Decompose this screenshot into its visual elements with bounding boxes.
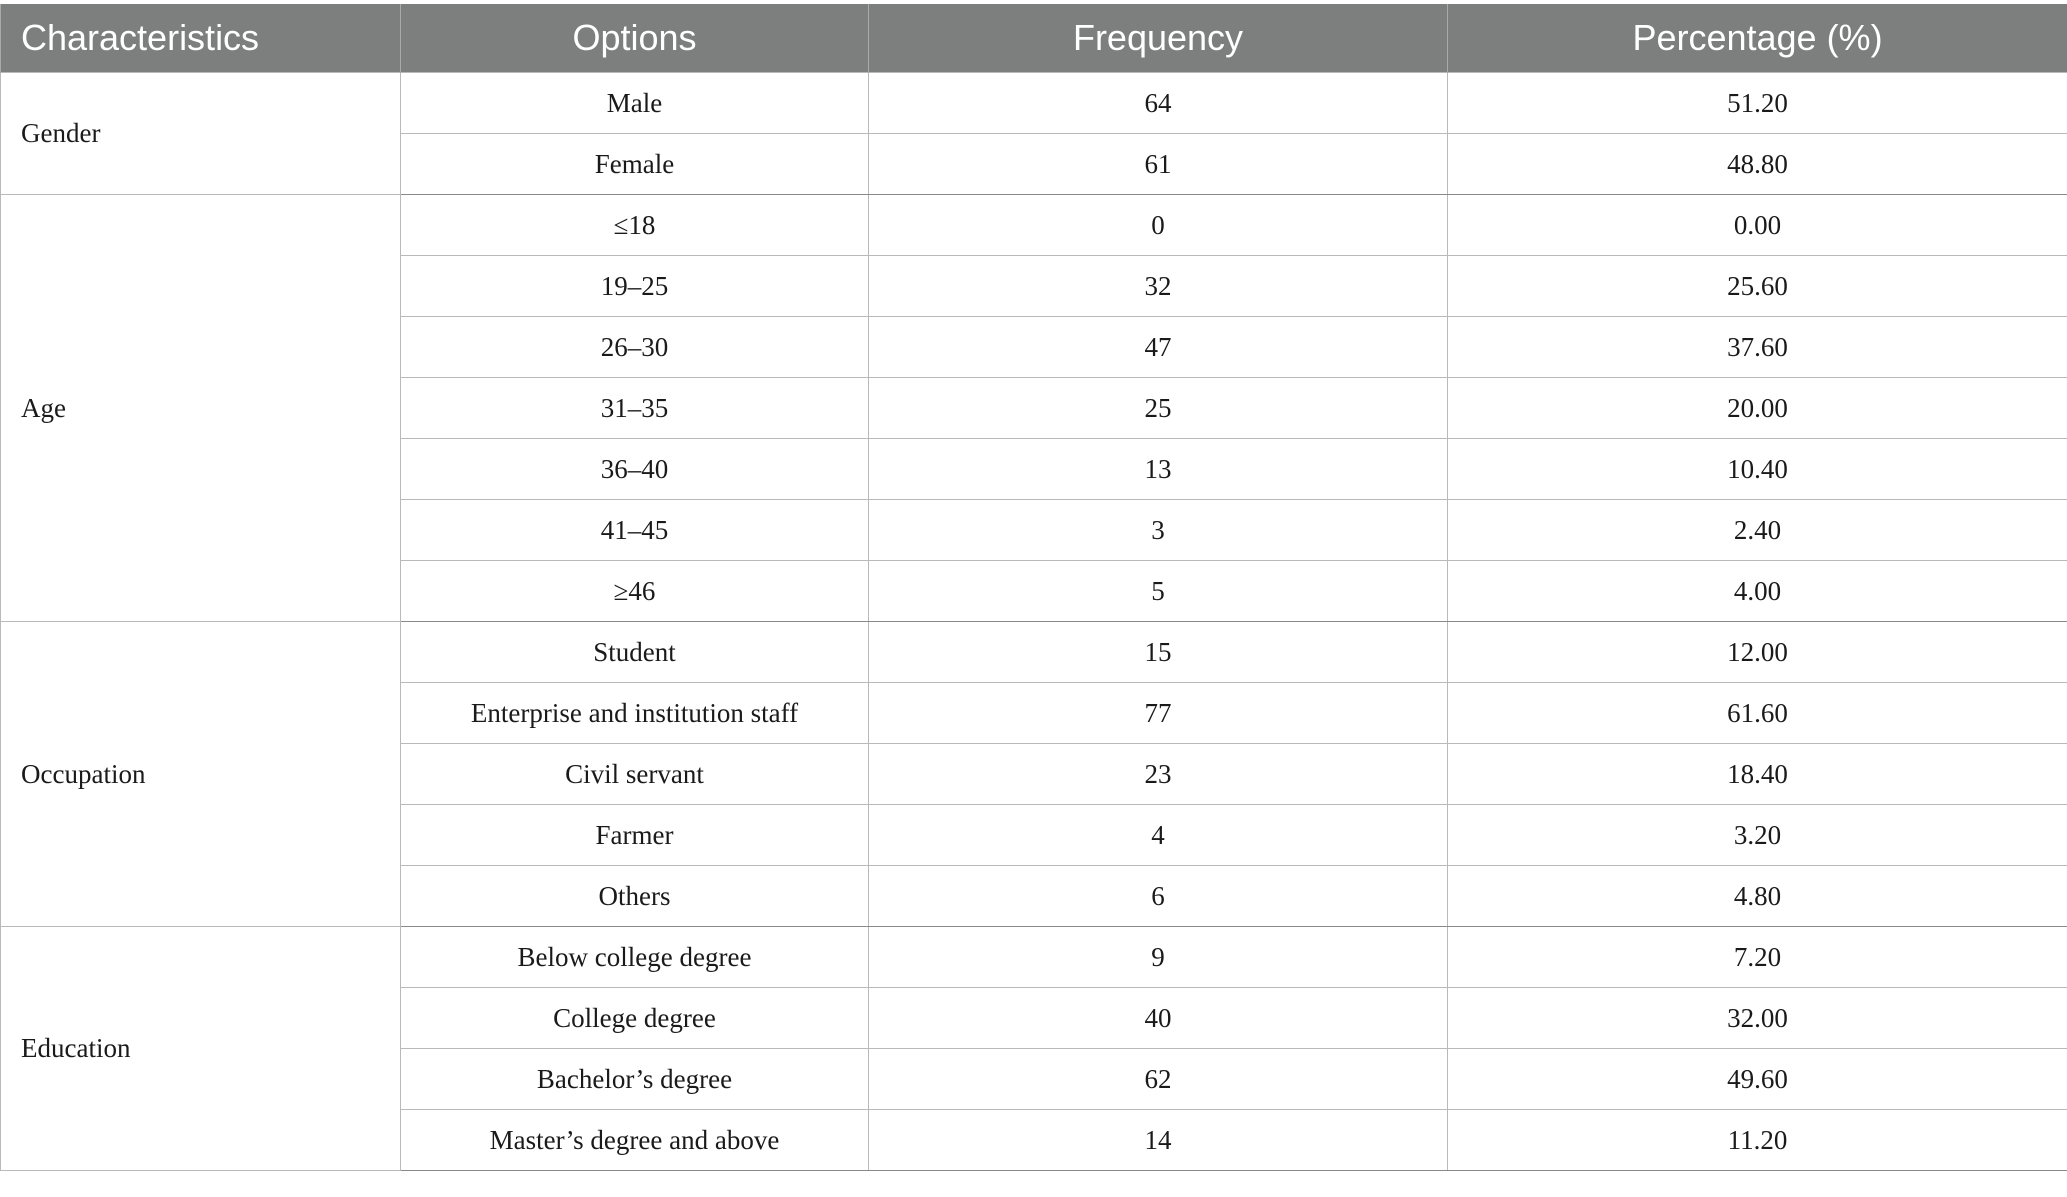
demographics-table xyxy=(0,4,2067,1171)
option-cell: Male xyxy=(401,73,869,134)
header-options: Options xyxy=(401,4,869,73)
table-row xyxy=(1,927,2067,988)
option-cell: 41–45 xyxy=(401,500,869,561)
frequency-cell: 40 xyxy=(869,988,1448,1049)
percentage-cell: 48.80 xyxy=(1448,134,2067,195)
option-cell: Student xyxy=(401,622,869,683)
frequency-cell: 32 xyxy=(869,256,1448,317)
option-cell: 26–30 xyxy=(401,317,869,378)
percentage-cell: 2.40 xyxy=(1448,500,2067,561)
frequency-cell: 23 xyxy=(869,744,1448,805)
frequency-cell: 14 xyxy=(869,1110,1448,1171)
frequency-cell: 15 xyxy=(869,622,1448,683)
option-cell: Civil servant xyxy=(401,744,869,805)
percentage-cell: 49.60 xyxy=(1448,1049,2067,1110)
table-body xyxy=(1,73,2067,1171)
percentage-cell: 51.20 xyxy=(1448,73,2067,134)
percentage-cell: 3.20 xyxy=(1448,805,2067,866)
percentage-cell: 25.60 xyxy=(1448,256,2067,317)
option-cell: Enterprise and institution staff xyxy=(401,683,869,744)
frequency-cell: 13 xyxy=(869,439,1448,500)
frequency-cell: 5 xyxy=(869,561,1448,622)
frequency-cell: 25 xyxy=(869,378,1448,439)
frequency-cell: 6 xyxy=(869,866,1448,927)
option-cell: 19–25 xyxy=(401,256,869,317)
frequency-cell: 9 xyxy=(869,927,1448,988)
percentage-cell: 18.40 xyxy=(1448,744,2067,805)
header-row xyxy=(1,4,2067,73)
characteristic-cell: Gender xyxy=(1,73,401,195)
header-percentage: Percentage (%) xyxy=(1448,4,2067,73)
percentage-cell: 12.00 xyxy=(1448,622,2067,683)
option-cell: Master’s degree and above xyxy=(401,1110,869,1171)
option-cell: 31–35 xyxy=(401,378,869,439)
table-row xyxy=(1,622,2067,683)
frequency-cell: 62 xyxy=(869,1049,1448,1110)
percentage-cell: 11.20 xyxy=(1448,1110,2067,1171)
option-cell: Female xyxy=(401,134,869,195)
frequency-cell: 3 xyxy=(869,500,1448,561)
percentage-cell: 10.40 xyxy=(1448,439,2067,500)
percentage-cell: 61.60 xyxy=(1448,683,2067,744)
frequency-cell: 77 xyxy=(869,683,1448,744)
table-row xyxy=(1,195,2067,256)
demographics-table-container xyxy=(0,4,2067,1171)
option-cell: Below college degree xyxy=(401,927,869,988)
option-cell: Bachelor’s degree xyxy=(401,1049,869,1110)
header-frequency: Frequency xyxy=(869,4,1448,73)
option-cell: 36–40 xyxy=(401,439,869,500)
percentage-cell: 4.00 xyxy=(1448,561,2067,622)
percentage-cell: 32.00 xyxy=(1448,988,2067,1049)
percentage-cell: 20.00 xyxy=(1448,378,2067,439)
option-cell: College degree xyxy=(401,988,869,1049)
characteristic-cell: Age xyxy=(1,195,401,622)
table-header xyxy=(1,4,2067,73)
frequency-cell: 64 xyxy=(869,73,1448,134)
percentage-cell: 37.60 xyxy=(1448,317,2067,378)
characteristic-cell: Occupation xyxy=(1,622,401,927)
option-cell: ≤18 xyxy=(401,195,869,256)
percentage-cell: 4.80 xyxy=(1448,866,2067,927)
option-cell: Farmer xyxy=(401,805,869,866)
option-cell: ≥46 xyxy=(401,561,869,622)
percentage-cell: 7.20 xyxy=(1448,927,2067,988)
frequency-cell: 61 xyxy=(869,134,1448,195)
characteristic-cell: Education xyxy=(1,927,401,1171)
table-row xyxy=(1,73,2067,134)
header-characteristics: Characteristics xyxy=(1,4,401,73)
frequency-cell: 47 xyxy=(869,317,1448,378)
percentage-cell: 0.00 xyxy=(1448,195,2067,256)
frequency-cell: 4 xyxy=(869,805,1448,866)
option-cell: Others xyxy=(401,866,869,927)
frequency-cell: 0 xyxy=(869,195,1448,256)
